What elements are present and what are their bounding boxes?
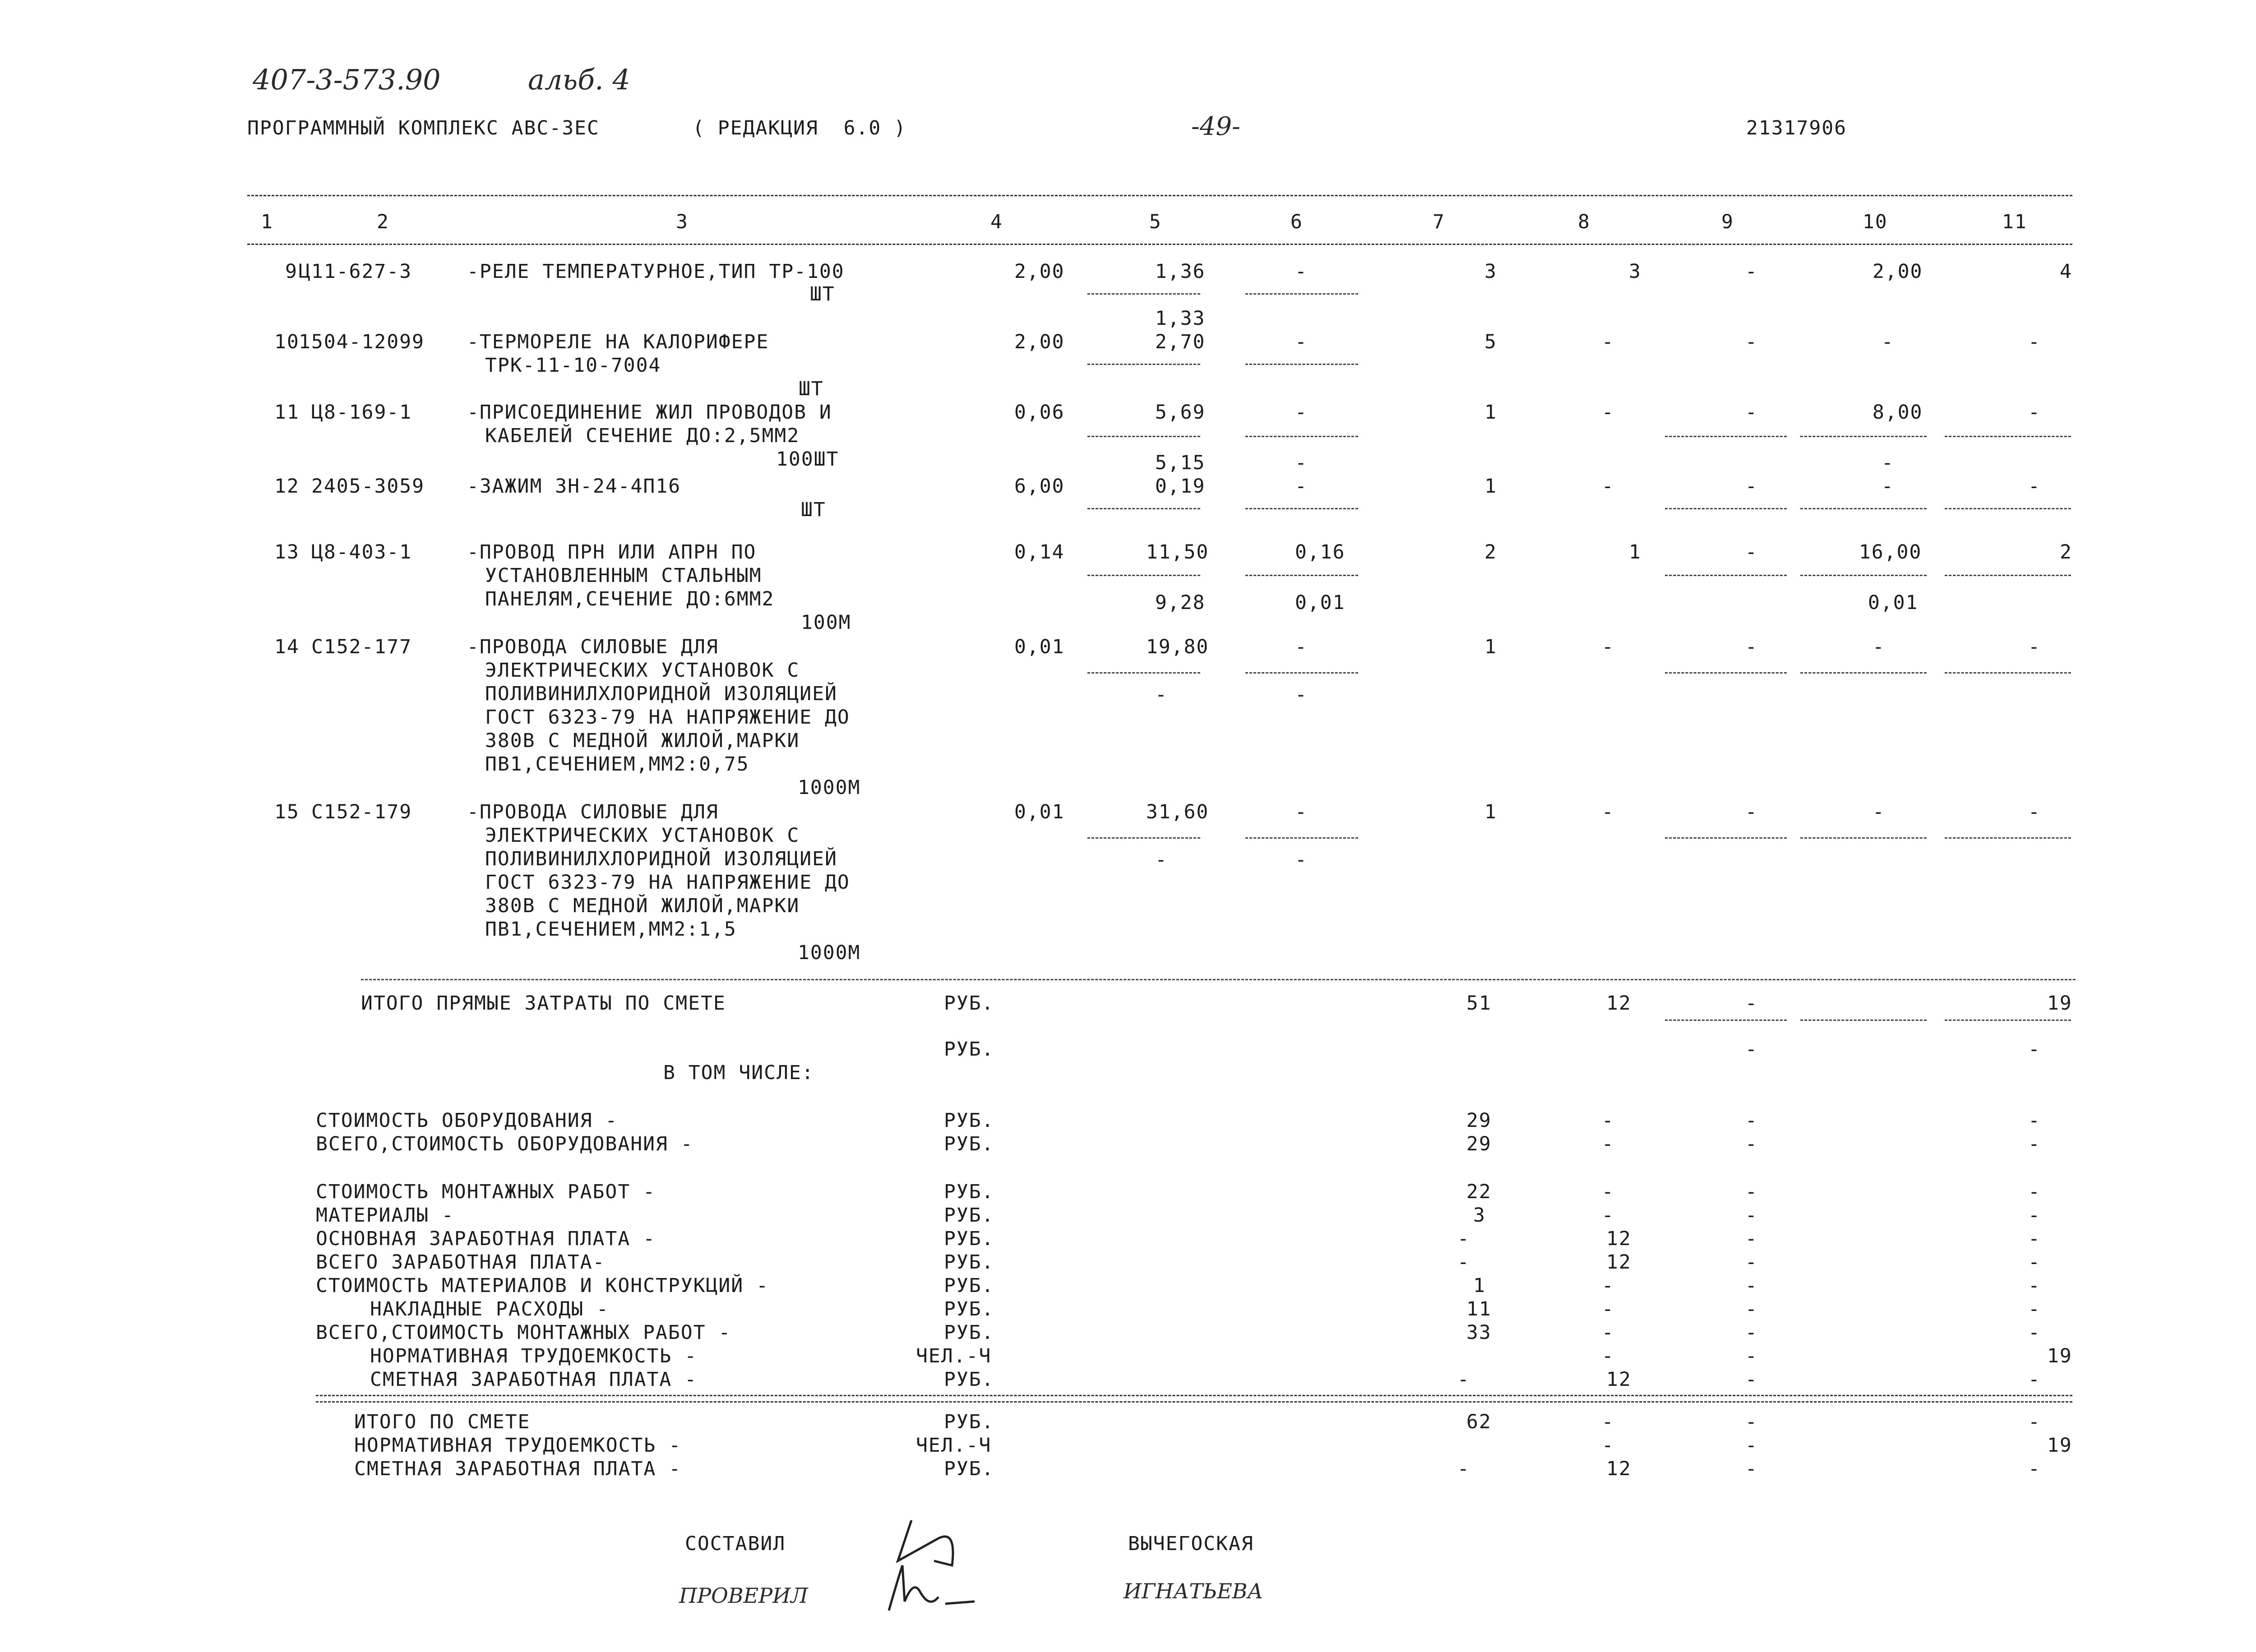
row-col10: - [1882, 331, 1894, 353]
row-col10: - [1872, 636, 1885, 658]
totals-rule [361, 979, 2076, 980]
line-label: СТОИМОСТЬ МОНТАЖНЫХ РАБОТ - [316, 1181, 656, 1203]
row-col5: 0,19 [1155, 475, 1206, 498]
row-unit: ШТ [801, 498, 826, 521]
row-name-line: ГОСТ 6323-79 НА НАПРЯЖЕНИЕ ДО [485, 871, 850, 894]
row-col5: 2,70 [1155, 331, 1206, 353]
cell-underline [1945, 436, 2071, 437]
line-col7: - [1457, 1227, 1470, 1250]
row-unit: 1000М [798, 776, 861, 799]
row-col9: - [1745, 260, 1758, 283]
checked-name: ИГНАТЬЕВА [1123, 1579, 1263, 1603]
line-unit: РУБ. [944, 1227, 994, 1250]
cell-underline [1800, 508, 1927, 509]
row-col11: - [2028, 636, 2041, 658]
line-col8: - [1602, 1109, 1614, 1132]
row-col9: - [1745, 331, 1758, 353]
row-col6: - [1295, 801, 1308, 823]
row-col8: - [1602, 475, 1614, 498]
final-label: ИТОГО ПО СМЕТЕ [354, 1411, 531, 1433]
line-col11: - [2028, 1227, 2041, 1250]
row-col5-second: 9,28 [1155, 591, 1206, 614]
line-col9: - [1745, 1181, 1758, 1203]
cell-underline [1087, 293, 1200, 295]
row-name-line: 380В С МЕДНОЙ ЖИЛОЙ,МАРКИ [485, 895, 800, 917]
final-col11: 19 [2047, 1434, 2072, 1457]
row-name-line: ПОЛИВИНИЛХЛОРИДНОЙ ИЗОЛЯЦИЕЙ [485, 683, 837, 705]
row-col4: 2,00 [1014, 331, 1065, 353]
line-col7: - [1457, 1368, 1470, 1391]
line-unit: ЧЕЛ.-Ч [916, 1345, 992, 1367]
line-label: СТОИМОСТЬ МАТЕРИАЛОВ И КОНСТРУКЦИЙ - [316, 1274, 769, 1297]
cell-underline [1665, 508, 1787, 509]
row-name-line: ТРК-11-10-7004 [485, 354, 661, 377]
row-num: 11 [274, 401, 300, 424]
line-col8: - [1602, 1274, 1614, 1297]
row-col11: - [2028, 475, 2041, 498]
row-col4: 6,00 [1014, 475, 1065, 498]
row-name-line: -ТЕРМОРЕЛЕ НА КАЛОРИФЕРЕ [467, 331, 769, 353]
row-code: 2405-3059 [311, 475, 425, 498]
line-label: ВСЕГО ЗАРАБОТНАЯ ПЛАТА- [316, 1251, 606, 1274]
final-col11: - [2028, 1411, 2041, 1433]
row-code: Ц8-403-1 [311, 541, 412, 563]
row-col11: - [2028, 801, 2041, 823]
line-col7: 1 [1473, 1274, 1486, 1297]
line-col7: - [1457, 1251, 1470, 1274]
total-col9: - [1745, 992, 1758, 1015]
line-col11: - [2028, 1298, 2041, 1320]
row-col9: - [1745, 636, 1758, 658]
row-col5-prev: 1,33 [1155, 307, 1206, 330]
line-col8: 12 [1606, 1227, 1632, 1250]
cell-underline [1245, 508, 1358, 509]
line-col11: - [2028, 1251, 2041, 1274]
line-col9: - [1745, 1204, 1758, 1227]
line-col9: - [1745, 1251, 1758, 1274]
row-col8: 3 [1629, 260, 1641, 283]
handwritten-album: альб. 4 [528, 63, 630, 96]
line-col11: - [2028, 1368, 2041, 1391]
final-label: НОРМАТИВНАЯ ТРУДОЕМКОСТЬ - [354, 1434, 682, 1457]
row-unit: 1000М [798, 941, 861, 964]
row-col10: - [1882, 475, 1894, 498]
final-rule-top [316, 1395, 2072, 1396]
row-col8: 1 [1629, 541, 1641, 563]
line-unit: РУБ. [944, 1321, 994, 1344]
line-col11: - [2028, 1109, 2041, 1132]
total-unit-extra: РУБ. [944, 1038, 994, 1061]
final-col9: - [1745, 1411, 1758, 1433]
final-col8: - [1602, 1411, 1614, 1433]
line-col8: - [1602, 1133, 1614, 1155]
row-col5-second: - [1155, 849, 1168, 871]
cell-underline [1087, 672, 1200, 674]
final-unit: РУБ. [944, 1458, 994, 1480]
col-4: 4 [990, 211, 1003, 233]
row-col7: 5 [1484, 331, 1497, 353]
row-col6: - [1295, 260, 1308, 283]
line-col9: - [1745, 1298, 1758, 1320]
row-col7: 2 [1484, 541, 1497, 563]
row-col11: 2 [2060, 541, 2072, 563]
row-col8: - [1602, 636, 1614, 658]
col-10: 10 [1863, 211, 1888, 233]
final-col8: 12 [1606, 1458, 1632, 1480]
row-col6-second: - [1295, 849, 1308, 871]
line-col7: 22 [1466, 1181, 1492, 1203]
col-8: 8 [1578, 211, 1590, 233]
cell-underline [1087, 436, 1200, 437]
cell-underline [1245, 293, 1358, 295]
line-col8: - [1602, 1321, 1614, 1344]
page-number: -49- [1191, 112, 1241, 141]
col-3: 3 [676, 211, 689, 233]
doc-number: 21317906 [1746, 117, 1847, 139]
cell-underline [1087, 364, 1200, 365]
line-unit: РУБ. [944, 1274, 994, 1297]
header-rule-bottom [247, 244, 2072, 245]
line-unit: РУБ. [944, 1204, 994, 1227]
line-col9: - [1745, 1227, 1758, 1250]
line-col8: 12 [1606, 1251, 1632, 1274]
final-col9: - [1745, 1434, 1758, 1457]
col-separators [247, 210, 260, 234]
total-col8: 12 [1606, 992, 1632, 1015]
col-2: 2 [377, 211, 389, 233]
row-num: 14 [274, 636, 300, 658]
line-label: ВСЕГО,СТОИМОСТЬ МОНТАЖНЫХ РАБОТ - [316, 1321, 731, 1344]
cell-underline [1665, 436, 1787, 437]
row-col6: - [1295, 475, 1308, 498]
row-col8: - [1602, 401, 1614, 424]
col-9: 9 [1721, 211, 1734, 233]
row-col10: 16,00 [1859, 541, 1922, 563]
row-code: Ц8-169-1 [311, 401, 412, 424]
total-label: ИТОГО ПРЯМЫЕ ЗАТРАТЫ ПО СМЕТЕ [361, 992, 726, 1015]
row-name-line: ЭЛЕКТРИЧЕСКИХ УСТАНОВОК С [485, 659, 800, 682]
line-label: НОРМАТИВНАЯ ТРУДОЕМКОСТЬ - [370, 1345, 698, 1367]
line-label: СМЕТНАЯ ЗАРАБОТНАЯ ПЛАТА - [370, 1368, 698, 1391]
checked-label: ПРОВЕРИЛ [679, 1583, 808, 1608]
line-unit: РУБ. [944, 1298, 994, 1320]
line-col7: 3 [1473, 1204, 1486, 1227]
total-col11: 19 [2047, 992, 2072, 1015]
row-col4: 0,06 [1014, 401, 1065, 424]
row-col9: - [1745, 475, 1758, 498]
row-name-line: ЭЛЕКТРИЧЕСКИХ УСТАНОВОК С [485, 824, 800, 847]
row-col6: - [1295, 636, 1308, 658]
row-name-line: ПАНЕЛЯМ,СЕЧЕНИЕ ДО:6ММ2 [485, 588, 775, 610]
row-col5: 5,69 [1155, 401, 1206, 424]
program-title: ПРОГРАММНЫЙ КОМПЛЕКС АВС-3ЕС [247, 117, 600, 139]
line-col11: 19 [2047, 1345, 2072, 1367]
col-6: 6 [1290, 211, 1303, 233]
row-col4: 0,14 [1014, 541, 1065, 563]
final-col11: - [2028, 1458, 2041, 1480]
row-col9: - [1745, 801, 1758, 823]
row-col4: 2,00 [1014, 260, 1065, 283]
line-unit: РУБ. [944, 1181, 994, 1203]
row-code: 1504-12099 [299, 331, 425, 353]
row-col10: 8,00 [1872, 401, 1923, 424]
col-5: 5 [1149, 211, 1162, 233]
row-name-line: ПВ1,СЕЧЕНИЕМ,ММ2:1,5 [485, 918, 737, 941]
compiled-name: ВЫЧЕГОСКАЯ [1128, 1532, 1254, 1555]
line-col8: - [1602, 1298, 1614, 1320]
line-col9: - [1745, 1345, 1758, 1367]
cell-underline [1945, 837, 2071, 839]
edition: ( РЕДАКЦИЯ 6.0 ) [693, 117, 907, 139]
cell-underline [1245, 575, 1358, 576]
line-label: ОСНОВНАЯ ЗАРАБОТНАЯ ПЛАТА - [316, 1227, 656, 1250]
row-name-line: -ЗАЖИМ ЗН-24-4П16 [467, 475, 681, 498]
row-col5: 31,60 [1146, 801, 1209, 823]
line-col9: - [1745, 1368, 1758, 1391]
row-col7: 1 [1484, 636, 1497, 658]
row-col7: 1 [1484, 801, 1497, 823]
line-col7: 29 [1466, 1109, 1492, 1132]
compiled-label: СОСТАВИЛ [685, 1532, 786, 1555]
row-name-line: ПОЛИВИНИЛХЛОРИДНОЙ ИЗОЛЯЦИЕЙ [485, 848, 837, 870]
row-name-line: ПВ1,СЕЧЕНИЕМ,ММ2:0,75 [485, 753, 749, 775]
row-num: 15 [274, 801, 300, 823]
line-col11: - [2028, 1321, 2041, 1344]
cell-underline [1087, 837, 1200, 839]
line-label: ВСЕГО,СТОИМОСТЬ ОБОРУДОВАНИЯ - [316, 1133, 693, 1155]
final-unit: ЧЕЛ.-Ч [916, 1434, 992, 1457]
final-col7: 62 [1466, 1411, 1492, 1433]
row-unit: ШТ [810, 283, 835, 305]
line-unit: РУБ. [944, 1133, 994, 1155]
cell-underline [1245, 672, 1358, 674]
total-col11-extra: - [2028, 1038, 2041, 1061]
row-col10: - [1872, 801, 1885, 823]
cell-underline [1800, 672, 1927, 674]
header-rule-top [247, 195, 2072, 196]
row-col4: 0,01 [1014, 636, 1065, 658]
row-col10-second: - [1882, 452, 1894, 474]
row-col5: 1,36 [1155, 260, 1206, 283]
row-col6-second: - [1295, 452, 1308, 474]
row-code: Ц11-627-3 [299, 260, 412, 283]
row-num: 10 [274, 331, 300, 353]
row-col11: - [2028, 401, 2041, 424]
final-col9: - [1745, 1458, 1758, 1480]
row-col9: - [1745, 541, 1758, 563]
cell-underline [1800, 436, 1927, 437]
row-num: 13 [274, 541, 300, 563]
row-col8: - [1602, 331, 1614, 353]
in-total-label: В ТОМ ЧИСЛЕ: [663, 1061, 814, 1084]
row-name-line: -ПРОВОД ПРН ИЛИ АПРН ПО [467, 541, 757, 563]
cell-underline [1800, 575, 1927, 576]
row-name-line: КАБЕЛЕЙ СЕЧЕНИЕ ДО:2,5ММ2 [485, 425, 800, 447]
row-col10: 2,00 [1872, 260, 1923, 283]
line-col11: - [2028, 1181, 2041, 1203]
cell-underline [1245, 837, 1358, 839]
line-col11: - [2028, 1133, 2041, 1155]
cell-underline [1087, 575, 1200, 576]
total-col9-extra: - [1745, 1038, 1758, 1061]
line-col11: - [2028, 1274, 2041, 1297]
final-unit: РУБ. [944, 1411, 994, 1433]
row-name-line: -ПРИСОЕДИНЕНИЕ ЖИЛ ПРОВОДОВ И [467, 401, 832, 424]
line-col8: - [1602, 1204, 1614, 1227]
row-col5: 19,80 [1146, 636, 1209, 658]
row-num: 12 [274, 475, 300, 498]
row-name-line: -ПРОВОДА СИЛОВЫЕ ДЛЯ [467, 801, 719, 823]
row-col5: 11,50 [1146, 541, 1209, 563]
line-col7: 11 [1466, 1298, 1492, 1320]
row-col7: 1 [1484, 401, 1497, 424]
cell-underline [1945, 1020, 2071, 1021]
line-col8: 12 [1606, 1368, 1632, 1391]
final-col8: - [1602, 1434, 1614, 1457]
row-col4: 0,01 [1014, 801, 1065, 823]
row-col5-second: 5,15 [1155, 452, 1206, 474]
row-col8: - [1602, 801, 1614, 823]
row-name-line: 380В С МЕДНОЙ ЖИЛОЙ,МАРКИ [485, 729, 800, 752]
line-col8: - [1602, 1345, 1614, 1367]
row-name-line: -ПРОВОДА СИЛОВЫЕ ДЛЯ [467, 636, 719, 658]
final-label: СМЕТНАЯ ЗАРАБОТНАЯ ПЛАТА - [354, 1458, 682, 1480]
row-unit: 100М [801, 611, 851, 634]
line-col8: - [1602, 1181, 1614, 1203]
line-unit: РУБ. [944, 1109, 994, 1132]
handwritten-code: 407-3-573.90 [253, 63, 441, 96]
cell-underline [1665, 575, 1787, 576]
cell-underline [1945, 508, 2071, 509]
cell-underline [1665, 1020, 1787, 1021]
row-col6: - [1295, 401, 1308, 424]
final-col7: - [1457, 1458, 1470, 1480]
row-col6-second: - [1295, 683, 1308, 706]
row-unit: ШТ [799, 378, 824, 400]
row-name-line: УСТАНОВЛЕННЫМ СТАЛЬНЫМ [485, 564, 762, 587]
line-col9: - [1745, 1109, 1758, 1132]
row-code: С152-177 [311, 636, 412, 658]
row-unit: 100ШТ [776, 448, 839, 471]
total-unit: РУБ. [944, 992, 994, 1015]
cell-underline [1945, 575, 2071, 576]
col-11: 11 [2002, 211, 2027, 233]
cell-underline [1087, 508, 1200, 509]
row-col7: 3 [1484, 260, 1497, 283]
row-name-line: ГОСТ 6323-79 НА НАПРЯЖЕНИЕ ДО [485, 706, 850, 729]
row-col11: - [2028, 331, 2041, 353]
line-label: НАКЛАДНЫЕ РАСХОДЫ - [370, 1298, 609, 1320]
line-col9: - [1745, 1321, 1758, 1344]
cell-underline [1245, 364, 1358, 365]
row-col9: - [1745, 401, 1758, 424]
row-code: С152-179 [311, 801, 412, 823]
cell-underline [1800, 1020, 1927, 1021]
col-7: 7 [1433, 211, 1445, 233]
cell-underline [1665, 672, 1787, 674]
line-col11: - [2028, 1204, 2041, 1227]
row-num: 9 [285, 260, 298, 283]
row-col7: 1 [1484, 475, 1497, 498]
cell-underline [1665, 837, 1787, 839]
row-col5-second: - [1155, 683, 1168, 706]
line-unit: РУБ. [944, 1251, 994, 1274]
row-col10-second: 0,01 [1868, 591, 1919, 614]
final-rule-bottom [316, 1401, 2072, 1403]
line-label: МАТЕРИАЛЫ - [316, 1204, 454, 1227]
line-col7: 29 [1466, 1133, 1492, 1155]
row-col6: 0,16 [1295, 541, 1345, 563]
cell-underline [1945, 672, 2071, 674]
cell-underline [1245, 436, 1358, 437]
row-col11: 4 [2060, 260, 2072, 283]
line-col7: 33 [1466, 1321, 1492, 1344]
row-col6: - [1295, 331, 1308, 353]
row-col6-second: 0,01 [1295, 591, 1345, 614]
line-col9: - [1745, 1274, 1758, 1297]
handwritten-signature-icon [871, 1511, 1015, 1620]
line-label: СТОИМОСТЬ ОБОРУДОВАНИЯ - [316, 1109, 618, 1132]
row-name-line: -РЕЛЕ ТЕМПЕРАТУРНОЕ,ТИП ТР-100 [467, 260, 845, 283]
line-col9: - [1745, 1133, 1758, 1155]
total-col7: 51 [1466, 992, 1492, 1015]
cell-underline [1800, 837, 1927, 839]
col-1: 1 [261, 211, 273, 233]
line-unit: РУБ. [944, 1368, 994, 1391]
